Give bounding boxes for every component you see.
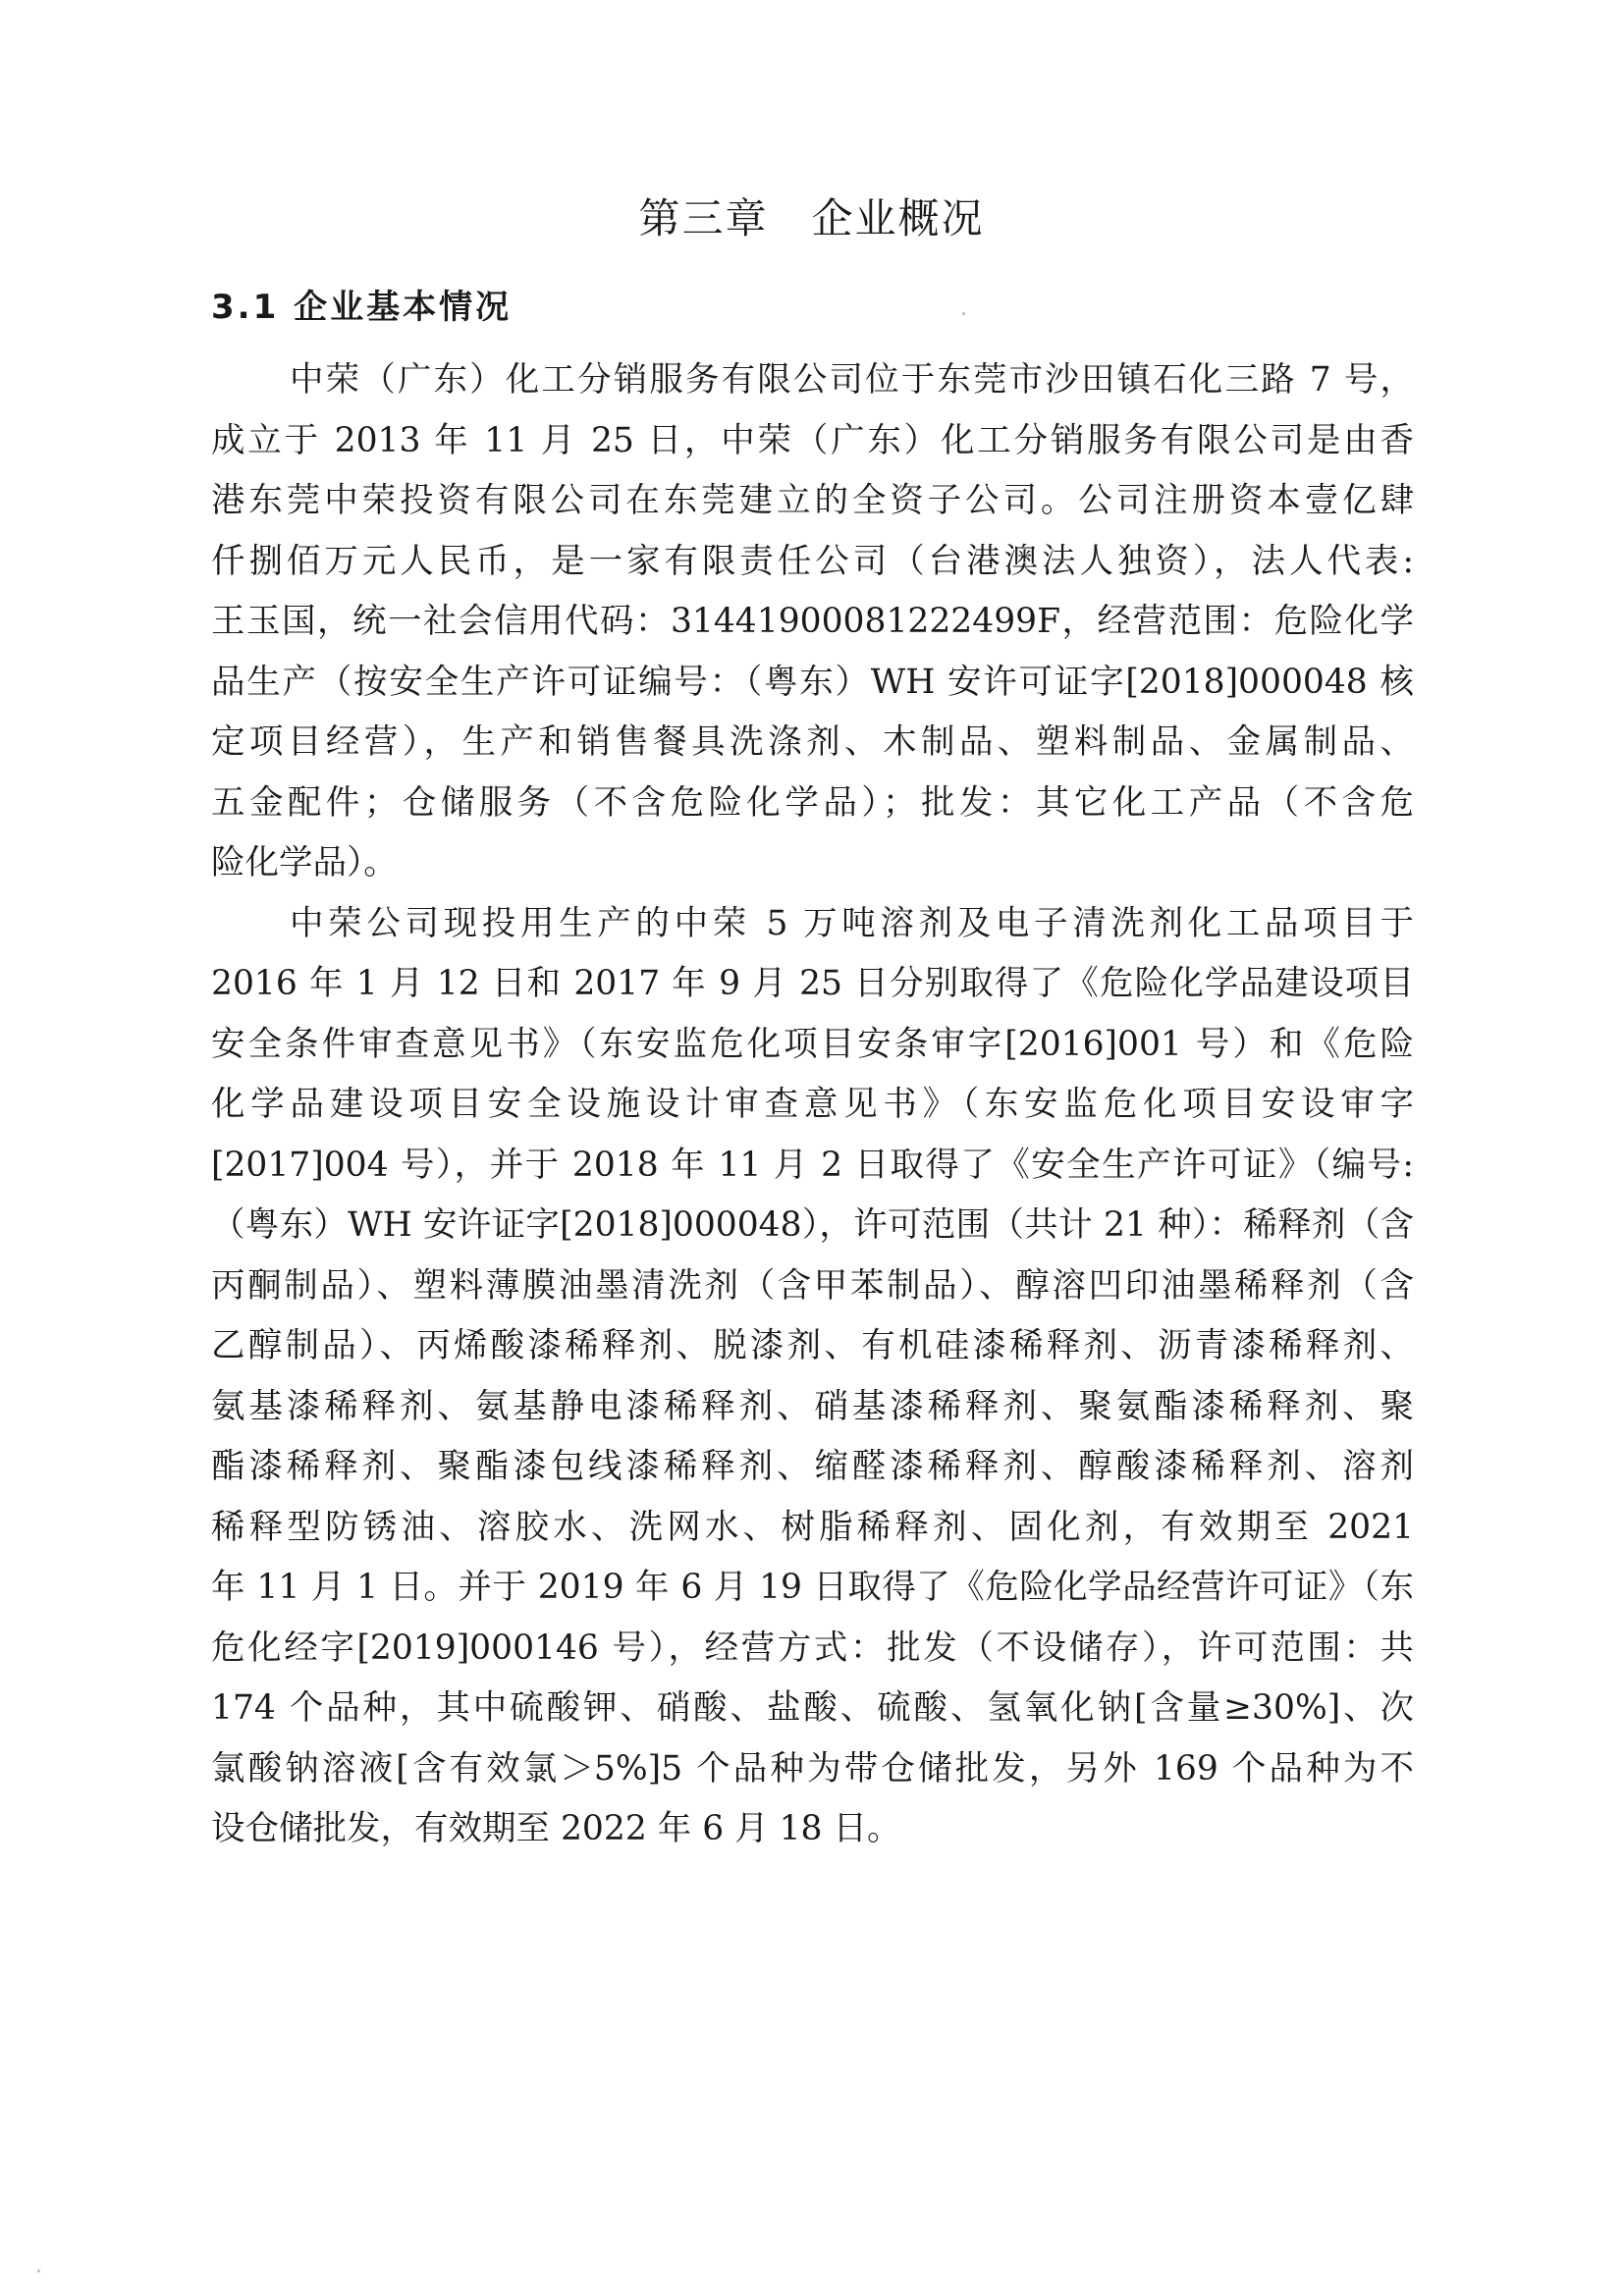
text-line: 五金配件；仓储服务（不含危险化学品）；批发：其它化工产品（不含危 (211, 782, 1414, 823)
body-text (211, 350, 1414, 1860)
text-line: 仟捌佰万元人民币，是一家有限责任公司（台港澳法人独资），法人代表: (211, 541, 1414, 581)
text-line: 氨基漆稀释剂、氨基静电漆稀释剂、硝基漆稀释剂、聚氨酯漆稀释剂、聚 (211, 1386, 1414, 1426)
text-line: 中荣（广东）化工分销服务有限公司位于东莞市沙田镇石化三路 7 号， (290, 360, 1414, 400)
text-line: 定项目经营），生产和销售餐具洗涤剂、木制品、塑料制品、金属制品、 (211, 722, 1414, 762)
text-line: 中荣公司现投用生产的中荣 5 万吨溶剂及电子清洗剂化工品项目于 (290, 903, 1414, 943)
text-line: 安全条件审查意见书》（东安监危化项目安条审字[2016]001 号）和《危险 (211, 1024, 1414, 1064)
text-line: 2016 年 1 月 12 日和 2017 年 9 月 25 日分别取得了《危险化学品建设项目 (211, 964, 1414, 1003)
text-line: 氯酸钠溶液[含有效氯＞5%]5 个品种为带仓储批发，另外 169 个品种为不 (211, 1748, 1414, 1789)
text-line: 丙酮制品）、塑料薄膜油墨清洗剂（含甲苯制品）、醇溶凹印油墨稀释剂（含 (211, 1265, 1414, 1306)
paragraph-2 (211, 894, 1414, 1860)
text-line: 危化经字[2019]000146 号），经营方式：批发（不设储存），许可范围：共 (211, 1628, 1414, 1668)
text-line: 王玉国，统一社会信用代码：31441900081222499F，经营范围：危险化学 (211, 602, 1414, 641)
text-line: 174 个品种，其中硫酸钾、硝酸、盐酸、硫酸、氢氧化钠[含量≥30%]、次 (211, 1688, 1414, 1728)
text-line: 成立于 2013 年 11 月 25 日，中荣（广东）化工分销服务有限公司是由香 (211, 420, 1414, 460)
section-heading: 3.1 企业基本情况 (211, 288, 513, 327)
scan-speck (962, 312, 965, 315)
text-line: 化学品建设项目安全设施设计审查意见书》（东安监危化项目安设审字 (211, 1085, 1414, 1124)
text-line: 稀释型防锈油、溶胶水、洗网水、树脂稀释剂、固化剂，有效期至 2021 (211, 1507, 1414, 1547)
text-line: 设仓储批发，有效期至 2022 年 6 月 18 日。 (211, 1809, 901, 1848)
text-line: 品生产（按安全生产许可证编号：（粤东）WH 安许可证字[2018]000048 核 (211, 662, 1414, 702)
text-line: 险化学品）。 (211, 843, 398, 882)
text-line: 乙醇制品）、丙烯酸漆稀释剂、脱漆剂、有机硅漆稀释剂、沥青漆稀释剂、 (211, 1326, 1414, 1365)
text-line: （粤东）WH 安许证字[2018]000048），许可范围（共计 21 种）：稀释剂（含 (211, 1205, 1414, 1245)
chapter-title: 第三章 企业概况 (638, 194, 985, 242)
text-line: [2017]004 号），并于 2018 年 11 月 2 日取得了《安全生产许可证》（编号: (211, 1145, 1414, 1185)
scan-speck (37, 2269, 40, 2272)
text-line: 年 11 月 1 日。并于 2019 年 6 月 19 日取得了《危险化学品经营许可证》（东 (211, 1568, 1414, 1607)
text-line: 酯漆稀释剂、聚酯漆包线漆稀释剂、缩醛漆稀释剂、醇酸漆稀释剂、溶剂 (211, 1447, 1414, 1486)
text-line: 港东莞中荣投资有限公司在东莞建立的全资子公司。公司注册资本壹亿肆 (211, 481, 1414, 520)
paragraph-1 (211, 350, 1414, 894)
